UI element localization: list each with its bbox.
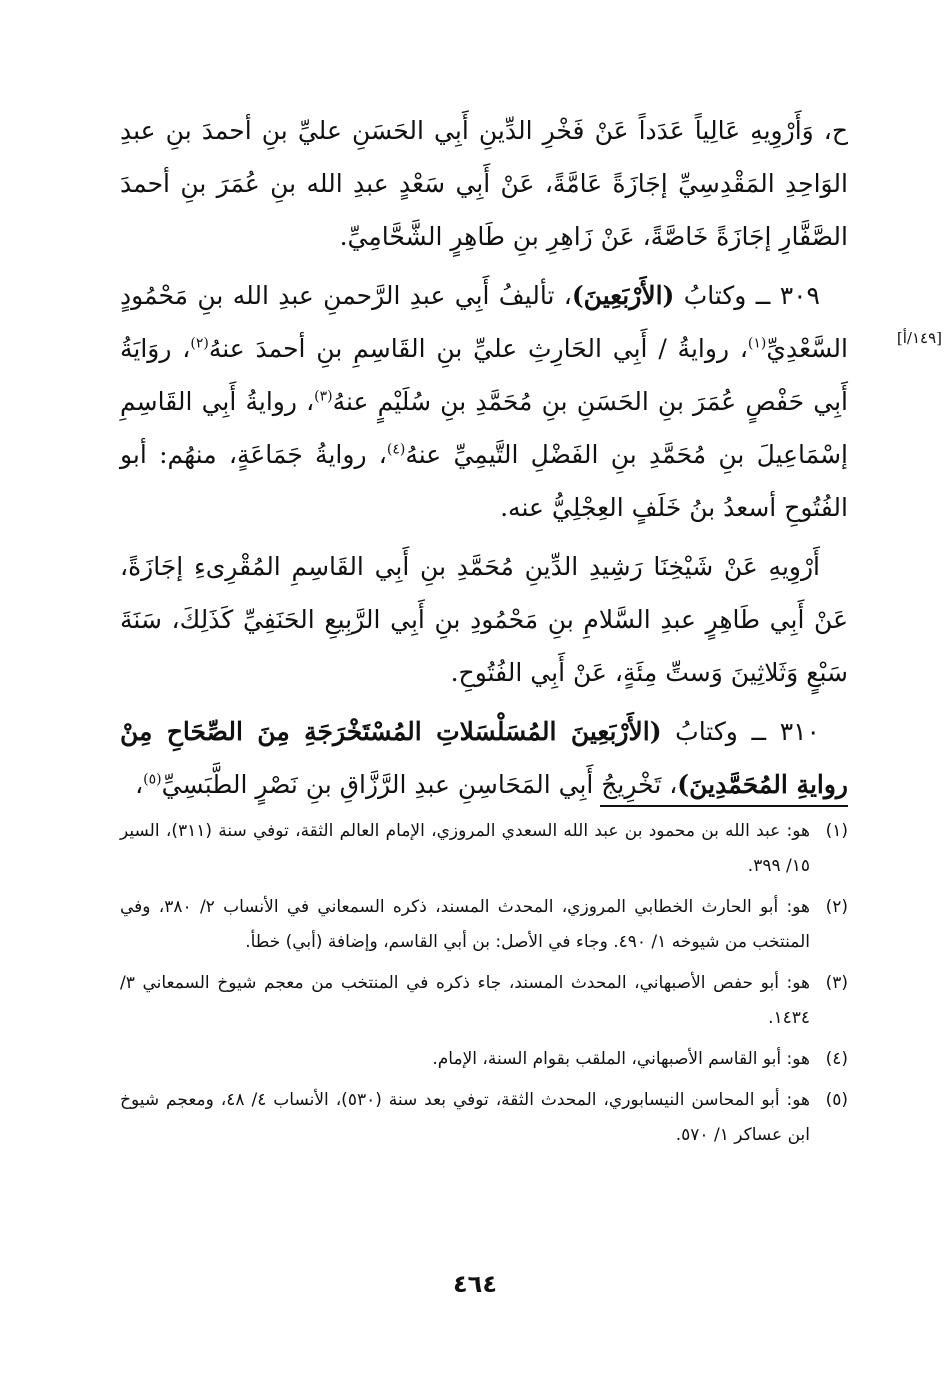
footnote-number: (٣) <box>825 973 848 993</box>
footnote-number: (٤) <box>825 1049 848 1069</box>
footnote-text: هو: أبو القاسم الأصبهاني، الملقب بقوام السنة، الإمام. <box>432 1049 810 1069</box>
book-title-309: (الأَرْبَعِينَ) <box>571 281 675 310</box>
footnote-1 <box>120 814 848 884</box>
footnote-5 <box>120 1083 848 1153</box>
paragraph-3: أَرْوِيهِ عَنْ شَيْخِنَا رَشِيدِ الدِّينِ مُحَمَّدِ بنِ أَبِي القَاسِمِ المُقْرِىءِ إجَازَةً، عَنْ أَبِي طَاهِرٍ عبدِ السَّلامِ بنِ مَحْمُودِ بنِ أَبِي الرَّبِيعِ الحَنَفِيِّ كَذَلِكَ، سَنَةَ سَبْعٍ وَثَلاثِينَ وَستِّ مِئَةٍ، عَنْ أَبِي الفُتُوحِ. <box>120 552 848 687</box>
manuscript-folio-marker: [١٤٩/أ] <box>896 329 942 347</box>
entry-309-text-a: ، تأليفُ أَبِي عبدِ الرَّحمنِ عبدِ الله بنِ مَحْمُودٍ السَّعْدِيِّ <box>120 281 848 363</box>
footnotes <box>120 814 848 1159</box>
footnote-ref-3: (٣) <box>314 388 333 405</box>
entry-309-text-c: ، روَايَةُ أَبِي حَفْصٍ عُمَرَ بنِ الحَسَنِ بنِ مُحَمَّدِ بنِ سُلَيْمٍ عنهُ <box>120 334 849 416</box>
footnote-ref-1: (١) <box>747 335 767 352</box>
entry-310-text-end: ، <box>135 770 144 799</box>
page-number: ٤٦٤ <box>453 1270 497 1298</box>
footnote-separator <box>600 805 848 807</box>
entry-309-text-b: ، روايةُ / أَبِي الحَارِثِ عليِّ بنِ القَاسِمِ بنِ أحمدَ عنهُ <box>208 334 748 363</box>
entry-310 <box>120 705 848 811</box>
footnote-3 <box>120 966 848 1036</box>
entry-310-text-a: ، تَخْرِيجُ أَبِي المَحَاسِنِ عبدِ الرَّزَّاقِ بنِ نَصْرٍ الطَّبَسِيِّ <box>161 770 678 799</box>
footnote-ref-2: (٢) <box>190 335 209 352</box>
entry-309 <box>120 269 848 534</box>
footnote-number: (٢) <box>825 897 848 917</box>
entry-309-text-d: ، روايةُ أَبِي القَاسِمِ إسْمَاعِيلَ بنِ مُحَمَّدِ بنِ الفَضْلِ التَّيمِيِّ عنهُ <box>120 387 849 469</box>
main-text <box>120 104 848 811</box>
entry-number-310: ٣١٠ ــ وكتابُ <box>675 717 820 746</box>
footnote-text: هو: أبو المحاسن النيسابوري، المحدث الثقة، توفي بعد سنة (٥٣٠)، الأنساب ٤/ ٤٨، ومعجم شيوخ ابن عساكر ١/ ٥٧٠. <box>120 1090 810 1145</box>
footnote-number: (٥) <box>825 1090 848 1110</box>
footnote-4 <box>120 1042 848 1077</box>
entry-309-text-e: ، روايةُ جَمَاعَةٍ، منهُم: أبو الفُتُوحِ أسعدُ بنُ خَلَفٍ العِجْلِيُّ عنه. <box>120 440 848 522</box>
footnote-number: (١) <box>825 821 848 841</box>
paragraph-1: ح، وَأَرْوِيهِ عَالِياً عَدَداً عَنْ فَخْرِ الدِّينِ أَبِي الحَسَنِ عليِّ بنِ أحمدَ بنِ عبدِ الوَاحِدِ المَقْدِسِيِّ إجَازَةً عَامَّةً، عَنْ أَبِي سَعْدٍ عبدِ الله بنِ عُمَرَ بنِ أحمدَ الصَّفَّارِ إجَازَةً خَاصَّةً، عَنْ زَاهِرِ بنِ طَاهِرٍ الشَّحَّامِيِّ. <box>120 116 848 251</box>
entry-number-309: ٣٠٩ ــ وكتابُ <box>683 281 820 310</box>
footnote-2 <box>120 890 848 960</box>
footnote-ref-5: (٥) <box>143 771 162 788</box>
footnote-text: هو: أبو حفص الأصبهاني، المحدث المسند، جاء ذكره في المنتخب من معجم شيوخ السمعاني ٣/ ١٤٣٤. <box>120 973 810 1028</box>
footnote-text: هو: عبد الله بن محمود بن عبد الله السعدي المروزي، الإمام العالم الثقة، توفي سنة (٣١١)، السير ١٥/ ٣٩٩. <box>120 821 811 876</box>
footnote-ref-4: (٤) <box>386 441 406 458</box>
book-title-310: (الأَرْبَعِينَ المُسَلْسَلاتِ المُسْتَخْرَجَةِ مِنَ الصِّحَاحِ مِنْ روايةِ المُحَمَّدِينَ) <box>120 717 848 799</box>
footnote-text: هو: أبو الحارث الخطابي المروزي، المحدث المسند، ذكره السمعاني في الأنساب ٢/ ٣٨٠، وفي المنتخب من شيوخه ١/ ٤٩٠. وجاء في الأصل: بن أبي القاسم، وإضافة (أبي) خطأ. <box>120 897 810 952</box>
